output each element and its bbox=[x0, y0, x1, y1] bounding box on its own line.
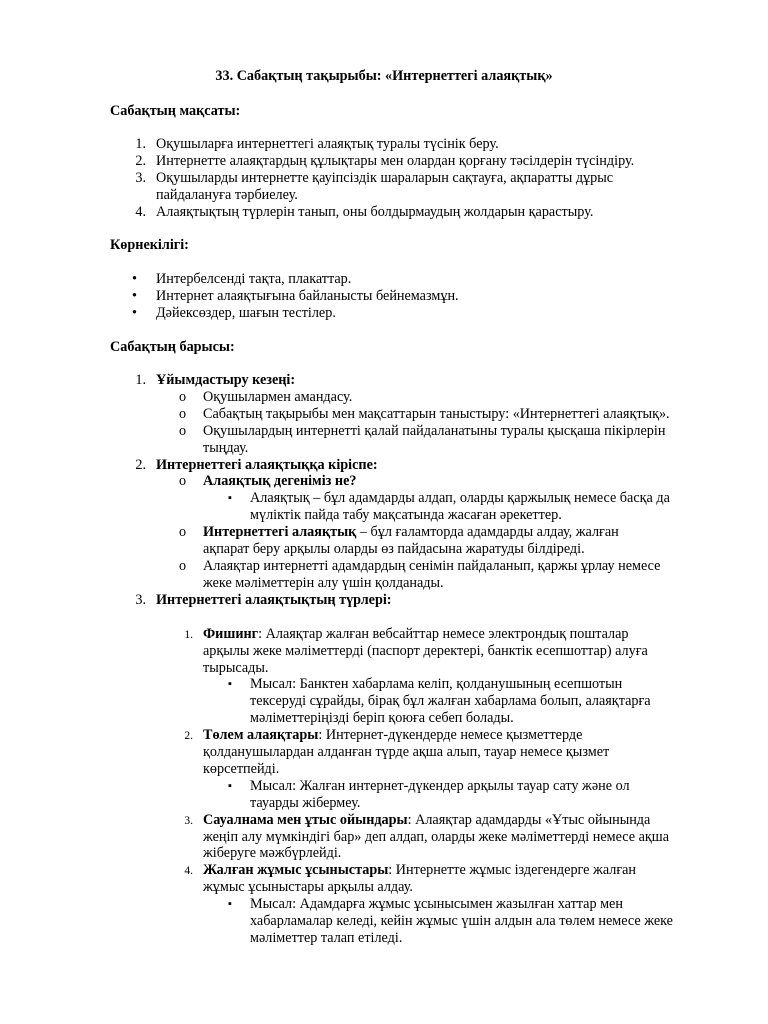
list-item: • Интернет алаяқтығына байланысты бейнемазмұн. bbox=[132, 287, 459, 304]
list-item: 3. Сауалнама мен ұтыс ойындары: Алаяқтар адамдарды «Ұтыс ойынында жеңіп алу мүмкіндігі бар» деп алдап, оларды жеке мәліметтерді немесе ақша жіберуге мәжбүрлейді. bbox=[184, 811, 670, 862]
visuals-heading: Көрнекілігі: bbox=[110, 237, 189, 253]
list-item: o Интернеттегі алаяқтық – бұл ғаламторда адамдарды алдау, жалған ақпарат беру арқылы оларды өз пайдасына жаратуды білдіреді. bbox=[179, 524, 619, 558]
section-title: Интернеттегі алаяқтықтың түрлері: bbox=[156, 591, 392, 608]
circle-bullet-icon: o bbox=[179, 388, 187, 405]
list-item: o Алаяқтар интернетті адамдардың сенімін пайдаланып, қаржы ұрлау немесе жеке мәліметтерін алу үшін қолданады. bbox=[179, 557, 661, 591]
circle-bullet-icon: o bbox=[179, 524, 187, 541]
visuals-list bbox=[132, 271, 716, 322]
list-item: 3. Оқушыларды интернетте қауіпсіздік шараларын сақтауға, ақпаратты дұрыс пайдалануға тәрбиелеу. bbox=[135, 169, 614, 203]
list-item: o Оқушылардың интернетті қалай пайдаланатыны туралы қысқаша пікірлерін тыңдау. bbox=[179, 422, 666, 456]
spacer bbox=[156, 609, 726, 626]
list-item: o Оқушылармен амандасу. bbox=[179, 388, 353, 405]
bullet-icon: • bbox=[132, 271, 137, 287]
circle-bullet-icon: o bbox=[179, 557, 187, 574]
section-introduction: 2. Интернеттегі алаяқтыққа кіріспе: bbox=[156, 457, 726, 474]
goals-list bbox=[135, 136, 716, 221]
square-bullet-icon: ▪ bbox=[228, 678, 232, 691]
progress-list bbox=[135, 372, 726, 947]
bullet-icon: • bbox=[132, 287, 137, 304]
section-title: Интернеттегі алаяқтыққа кіріспе: bbox=[156, 456, 378, 473]
goals-heading: Сабақтың мақсаты: bbox=[110, 103, 241, 119]
section-title: Ұйымдастыру кезеңі: bbox=[156, 372, 296, 388]
square-bullet-icon: ▪ bbox=[228, 779, 232, 792]
list-item: 2. Төлем алаяқтары: Интернет-дүкендерде немесе қызметтерде қолданушылардан алданған түрде ақша алып, тауар немесе қызмет көрсетпейді. bbox=[184, 727, 610, 777]
circle-bullet-icon: o bbox=[179, 405, 187, 422]
square-bullet-icon: ▪ bbox=[228, 492, 232, 505]
list-item: 4. Жалған жұмыс ұсыныстары: Интернетте жұмыс іздегендерге жалған жұмыс ұсыныстары арқылы алдау. bbox=[184, 862, 637, 896]
list-item: 2. Интернетте алаяқтардың құлықтары мен олардан қорғану тәсілдерін түсіндіру. bbox=[135, 152, 635, 169]
bullet-icon: • bbox=[132, 304, 137, 321]
circle-bullet-icon: o bbox=[179, 422, 187, 439]
list-item: 1. Фишинг: Алаяқтар жалған вебсайттар немесе электрондық пошталар арқылы жеке мәліметтерді (паспорт деректері, банктік есепшоттар) алуға тырысады. bbox=[184, 625, 648, 676]
list-item: ▪ Мысал: Адамдарға жұмыс ұсынысымен жазылған хаттар мен хабарламалар келеді, кейін жұмыс үшін алдын ала төлем немесе жеке мәліметтер талап етіледі. bbox=[228, 896, 673, 946]
section-organization: 1. Ұйымдастыру кезеңі: bbox=[156, 372, 726, 389]
list-item: 1. Оқушыларға интернеттегі алаяқтық туралы түсінік беру. bbox=[135, 136, 499, 152]
list-item: o Алаяқтық дегеніміз не? bbox=[179, 473, 357, 490]
section-types: 3. Интернеттегі алаяқтықтың түрлері: bbox=[156, 592, 726, 609]
circle-bullet-icon: o bbox=[179, 473, 187, 490]
list-item: ▪ Мысал: Жалған интернет-дүкендер арқылы тауар сату және ол тауарды жібермеу. bbox=[228, 777, 630, 811]
list-item: ▪ Мысал: Банктен хабарлама келіп, қолданушының есепшотын тексеруді сұрайды, бірақ бұл жалған хабарлама болып, алаяқтарға мәліметтеріңізді беріп қоюға себеп болады. bbox=[228, 676, 651, 727]
list-item: o Сабақтың тақырыбы мен мақсаттарын таныстыру: «Интернеттегі алаяқтық». bbox=[179, 405, 670, 422]
list-item: 4. Алаяқтықтың түрлерін танып, оны болдырмаудың жолдарын қарастыру. bbox=[135, 203, 594, 220]
page-title: 33. Сабақтың тақырыбы: «Интернеттегі алаяқтық» bbox=[215, 68, 553, 84]
list-item: ▪ Алаяқтық – бұл адамдарды алдап, оларды қаржылық немесе басқа да мүліктік пайда табу мақсатында жасаған әрекеттер. bbox=[228, 490, 670, 524]
list-item: • Дәйексөздер, шағын тестілер. bbox=[132, 304, 336, 321]
list-item: • Интербелсенді тақта, плакаттар. bbox=[132, 271, 352, 287]
square-bullet-icon: ▪ bbox=[228, 898, 232, 911]
progress-heading: Сабақтың барысы: bbox=[110, 339, 235, 355]
